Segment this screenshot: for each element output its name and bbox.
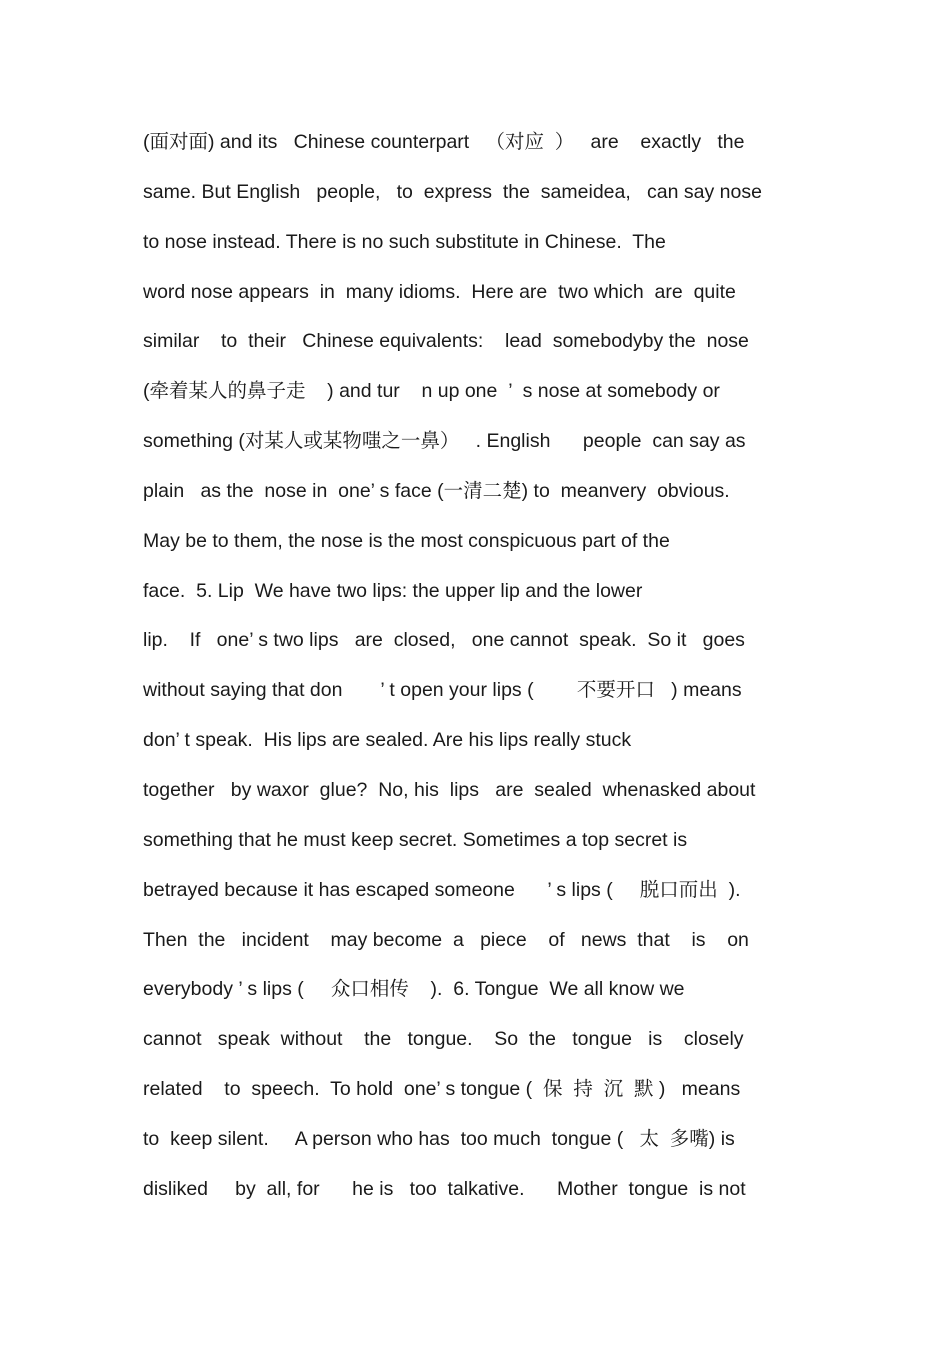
text-line: plain as the nose in one’ s face (一清二楚) to meanvery obvious. [143,479,730,502]
text-line: related to speech. To hold one’ s tongue ( 保 持 沉 默 ) means [143,1078,741,1101]
text-line: something that he must keep secret. Sometimes a top secret is [143,828,688,851]
text-line: word nose appears in many idioms. Here are two which are quite [143,280,736,303]
text-line: to keep silent. A person who has too much tongue ( 太 多嘴) is [143,1127,735,1150]
text-line: similar to their Chinese equivalents: lead somebodyby the nose [143,330,749,353]
text-line: without saying that don ’ t open your lips ( 不要开口 ) means [143,679,742,702]
text-line: face. 5. Lip We have two lips: the upper lip and the lower [143,579,643,602]
body-text [143,118,818,1215]
text-line: something (对某人或某物嗤之一鼻） . English people can say as [143,430,746,453]
text-line: same. But English people, to express the sameidea, can say nose [143,180,762,203]
text-line: everybody ’ s lips ( 众口相传 ). 6. Tongue We all know we [143,978,685,1001]
text-line: (牵着某人的鼻子走 ) and tur n up one ’ s nose at somebody or [143,380,720,403]
text-line: disliked by all, for he is too talkative. Mother tongue is not [143,1177,746,1200]
text-line: (面对面) and its Chinese counterpart （对应 ） are exactly the [143,131,745,153]
text-line: May be to them, the nose is the most conspicuous part of the [143,529,670,552]
text-line: to nose instead. There is no such substitute in Chinese. The [143,230,666,253]
text-line: don’ t speak. His lips are sealed. Are his lips really stuck [143,729,632,752]
text-line: lip. If one’ s two lips are closed, one cannot speak. So it goes [143,629,745,652]
text-line: betrayed because it has escaped someone ’ s lips ( 脱口而出 ). [143,878,741,901]
text-line: together by waxor glue? No, his lips are sealed whenasked about [143,778,756,801]
text-line: cannot speak without the tongue. So the tongue is closely [143,1028,744,1051]
text-line: Then the incident may become a piece of news that is on [143,928,749,951]
